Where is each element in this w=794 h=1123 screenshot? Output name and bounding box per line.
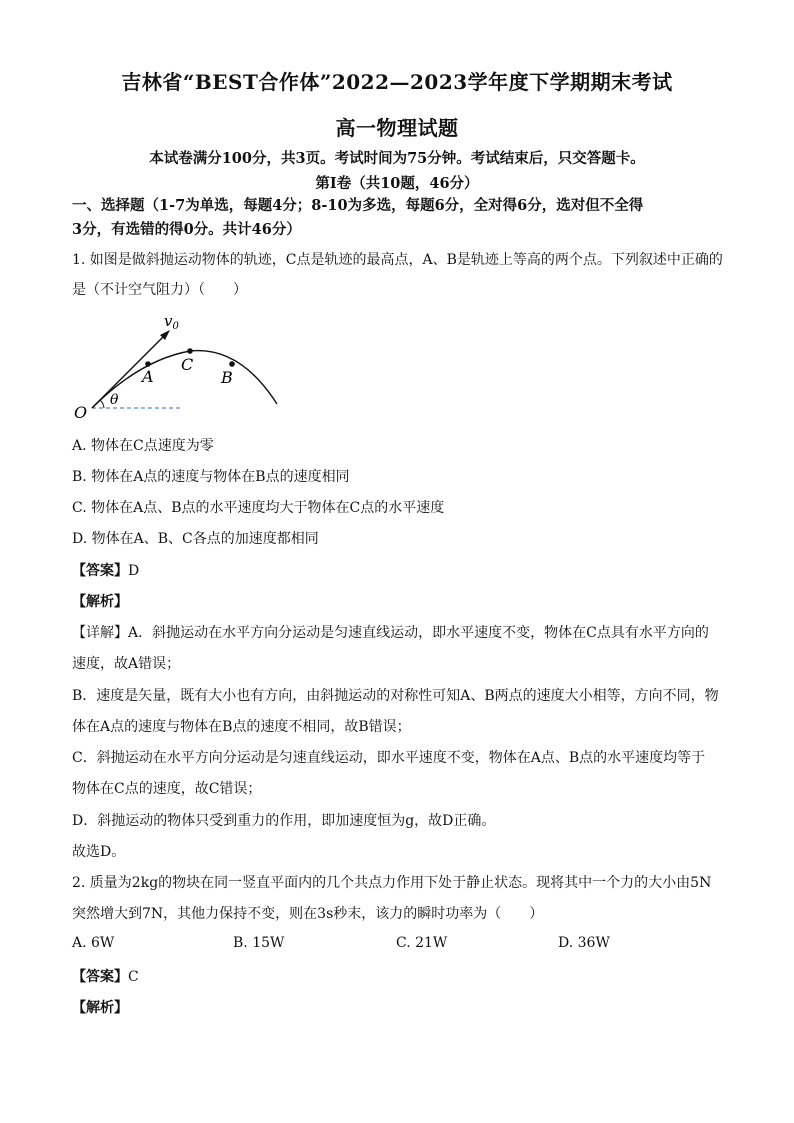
q1-option-a: A. 物体在C点速度为零 xyxy=(72,438,214,454)
label-c: C xyxy=(181,355,194,374)
theta-arc xyxy=(100,400,104,408)
q2-option-d: D. 36W xyxy=(558,935,610,951)
exam-subtitle: 高一物理试题 xyxy=(335,116,459,140)
q1-answer: D xyxy=(128,563,140,579)
label-theta: θ xyxy=(110,392,119,408)
q1-detail-line: 【详解】A．斜抛运动在水平方向分运动是匀速直线运动，即水平速度不变，物体在C点具有水平方向的 xyxy=(72,625,709,641)
q1-detail-line: C．斜抛运动在水平方向分运动是匀速直线运动，即水平速度不变，物体在A点、B点的水平速度均等于 xyxy=(72,750,706,766)
q1-option-c: C. 物体在A点、B点的水平速度均大于物体在C点的水平速度 xyxy=(72,500,445,516)
point-c-dot xyxy=(187,348,193,354)
q2-answer-line xyxy=(72,967,722,987)
exam-title: 吉林省“BEST合作体”2022—2023学年度下学期期末考试 xyxy=(121,70,673,94)
q1-answer-tag: 【答案】 xyxy=(72,563,128,579)
q1-answer-line xyxy=(72,561,722,581)
projectile-figure xyxy=(70,308,290,420)
section-heading-line1: 一、选择题（1-7为单选，每题4分；8-10为多选，每题6分，全对得6分，选对但不全得 xyxy=(72,197,644,214)
q1-detail-line: B．速度是矢量，既有大小也有方向，由斜抛运动的对称性可知A、B两点的速度大小相等，方向不同，物 xyxy=(72,688,719,704)
q1-analysis-tag: 【解析】 xyxy=(72,594,128,610)
label-o: O xyxy=(74,403,88,420)
q2-option-a: A. 6W xyxy=(72,935,115,951)
part-heading: 第I卷（共10题，46分） xyxy=(315,175,479,192)
q2-option-c: C. 21W xyxy=(396,935,448,951)
q2-answer: C xyxy=(128,969,139,985)
q1-detail-line: 物体在C点的速度，故C错误； xyxy=(72,781,262,797)
label-v0: $v_0$ xyxy=(164,312,179,332)
q1-option-b: B. 物体在A点的速度与物体在B点的速度相同 xyxy=(72,469,350,485)
q1-option-d: D. 物体在A、B、C各点的加速度都相同 xyxy=(72,531,319,547)
q1-detail-line: 体在A点的速度与物体在B点的速度不相同，故B错误； xyxy=(72,719,411,735)
point-a-dot xyxy=(145,361,151,367)
q1-detail-line: 故选D。 xyxy=(72,844,126,860)
label-a: A xyxy=(142,367,154,386)
q1-detail-line: D．斜抛运动的物体只受到重力的作用，即加速度恒为g，故D正确。 xyxy=(72,813,496,829)
exam-info-line: 本试卷满分100分，共3页。考试时间为75分钟。考试结束后，只交答题卡。 xyxy=(149,150,645,167)
point-b-dot xyxy=(229,361,235,367)
q2-stem-line1: 2. 质量为2kg的物块在同一竖直平面内的几个共点力作用下处于静止状态。现将其中一个力的大小由5N xyxy=(72,875,712,891)
section-heading-line2: 3分，有选错的得0分。共计46分） xyxy=(72,221,301,238)
q1-stem-line1: 1. 如图是做斜抛运动物体的轨迹，C点是轨迹的最高点，A、B是轨迹上等高的两个点。下列叙述中正确的 xyxy=(72,252,723,268)
q2-analysis-tag: 【解析】 xyxy=(72,1000,128,1016)
label-b: B xyxy=(221,368,233,387)
q2-option-b: B. 15W xyxy=(233,935,285,951)
q2-stem-line2: 突然增大到7N，其他力保持不变，则在3s秒末，该力的瞬时功率为（ ） xyxy=(72,906,544,922)
q1-stem-line2: 是（不计空气阻力）（ ） xyxy=(72,282,247,298)
q2-answer-tag: 【答案】 xyxy=(72,969,128,985)
q1-detail-line: 速度，故A错误； xyxy=(72,656,181,672)
